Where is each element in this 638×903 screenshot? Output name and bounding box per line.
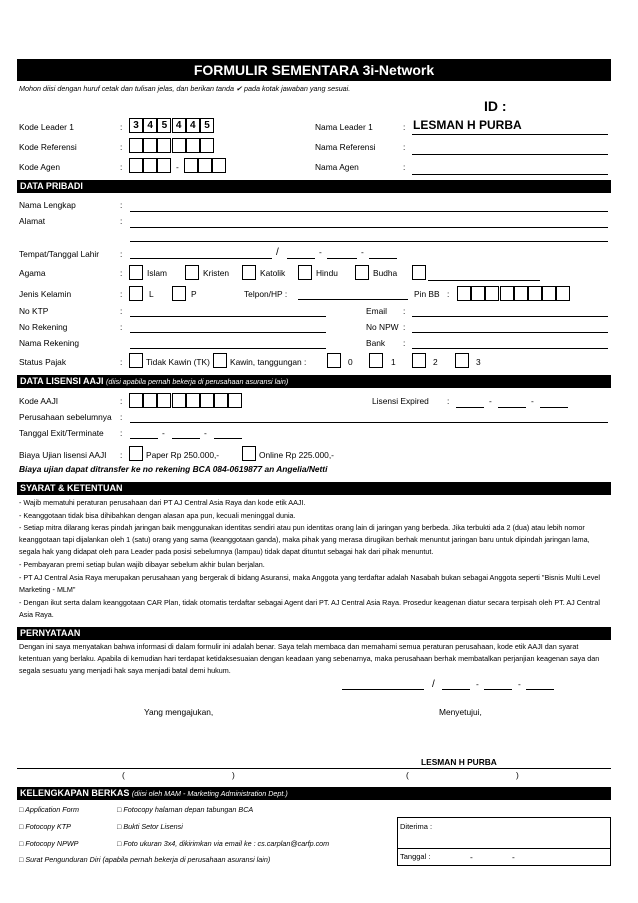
section-data-lisensi-title: DATA LISENSI AAJI: [20, 376, 104, 386]
kode-leader-digit-6[interactable]: 5: [200, 118, 214, 133]
bank-line[interactable]: [412, 348, 608, 349]
no-rekening-line[interactable]: [130, 332, 326, 333]
colon: :: [447, 396, 450, 406]
nama-referensi-label: Nama Referensi: [315, 142, 376, 152]
kode-leader-digit-1[interactable]: 3: [129, 118, 143, 133]
tanggungan-1-label: 1: [391, 357, 396, 367]
syarat-item-2: - Keanggotaan tidak bisa dihibahkan dengan alasan apa pun, kecuali meninggal dunia.: [19, 511, 296, 520]
kode-referensi-box-4[interactable]: [172, 138, 186, 153]
sign-month-line[interactable]: [484, 689, 512, 690]
nama-leader-label: Nama Leader 1: [315, 122, 373, 132]
jk-l-label: L: [149, 289, 154, 299]
agama-hindu-checkbox[interactable]: [298, 265, 312, 280]
pernyataan-text: Dengan ini saya menyatakan bahwa informasi di dalam formulir ini adalah benar. Saya telah membaca dan memahami semua peraturan perusahaan, kode etik AAJI dan syarat ketentuan yang berlaku. Apabila di kemudian hari terdapat ketidaksesuaian dengan keadaan yang sebenarnya, maka perusahaan berhak membatalkan perjanjian keagenan saya dan segala sesuatu yang menjadi hak saya menjadi batal demi hukum.: [19, 642, 600, 675]
lisensi-exp-dash: -: [489, 396, 492, 406]
status-pajak-label: Status Pajak: [19, 357, 67, 367]
tanggungan-1-checkbox[interactable]: [369, 353, 383, 368]
kode-aaji-box-3[interactable]: [157, 393, 171, 408]
pin-bb-box-8[interactable]: [556, 286, 570, 301]
kode-leader-digit-4[interactable]: 4: [172, 118, 186, 133]
pin-bb-box-1[interactable]: [457, 286, 471, 301]
alamat-line-1[interactable]: [130, 227, 608, 228]
sign-dash: -: [518, 679, 521, 689]
tanggungan-2-checkbox[interactable]: [412, 353, 426, 368]
kode-leader-digit-5[interactable]: 4: [186, 118, 200, 133]
colon: :: [120, 216, 123, 226]
telpon-line[interactable]: [298, 299, 408, 300]
agama-kristen-label: Kristen: [203, 268, 230, 278]
colon: :: [120, 306, 123, 316]
berkas-application-form[interactable]: □ Application Form: [19, 805, 79, 814]
nama-leader-value[interactable]: LESMAN H PURBA: [413, 118, 522, 132]
colon: :: [120, 428, 123, 438]
sign-year-line[interactable]: [526, 689, 554, 690]
kode-agen-box-4[interactable]: [184, 158, 198, 173]
tanggal-label: Tanggal :: [400, 852, 431, 861]
bln-lahir-line[interactable]: [327, 258, 357, 259]
kode-referensi-label: Kode Referensi: [19, 142, 77, 152]
jk-p-checkbox[interactable]: [172, 286, 186, 301]
tgl-lahir-line[interactable]: [287, 258, 315, 259]
kode-aaji-box-1[interactable]: [129, 393, 143, 408]
nama-agen-line[interactable]: [412, 174, 608, 175]
section-syarat: SYARAT & KETENTUAN: [17, 482, 611, 495]
lisensi-expired-label: Lisensi Expired: [372, 396, 429, 406]
agama-katolik-checkbox[interactable]: [242, 265, 256, 280]
transfer-note: Biaya ujian dapat ditransfer ke no rekening BCA 084-0619877 an Angelia/Netti: [19, 464, 328, 474]
nama-lengkap-label: Nama Lengkap: [19, 200, 76, 210]
kode-leader-digit-2[interactable]: 4: [143, 118, 157, 133]
berkas-surat-pengunduran[interactable]: □ Surat Pengunduran Diri (apabila pernah bekerja di perusahaan asuransi lain): [19, 855, 271, 864]
kode-aaji-box-7[interactable]: [214, 393, 228, 408]
colon: :: [403, 162, 406, 172]
kode-aaji-box-4[interactable]: [172, 393, 186, 408]
tanggal-dash: -: [470, 852, 473, 862]
agama-budha-label: Budha: [373, 268, 398, 278]
alamat-label: Alamat: [19, 216, 46, 226]
tanggal-dash: -: [512, 852, 515, 862]
exit-dash: -: [204, 428, 207, 438]
colon: :: [120, 162, 123, 172]
paper-checkbox[interactable]: [129, 446, 143, 461]
colon: :: [120, 268, 123, 278]
agama-katolik-label: Katolik: [260, 268, 286, 278]
sign-dash: -: [476, 679, 479, 689]
tanggungan-3-label: 3: [476, 357, 481, 367]
colon: :: [120, 200, 123, 210]
colon: :: [403, 322, 406, 332]
nama-rekening-label: Nama Rekening: [19, 338, 80, 348]
tempat-lahir-line[interactable]: [130, 258, 272, 259]
kode-referensi-box-5[interactable]: [186, 138, 200, 153]
nama-lengkap-line[interactable]: [130, 211, 608, 212]
exit-month-line[interactable]: [172, 438, 200, 439]
exit-dash: -: [162, 428, 165, 438]
colon: :: [120, 122, 123, 132]
berkas-fotocopy-tabungan[interactable]: □ Fotocopy halaman depan tabungan BCA: [117, 805, 254, 814]
no-ktp-label: No KTP: [19, 306, 49, 316]
pin-bb-box-3[interactable]: [485, 286, 499, 301]
exit-day-line[interactable]: [130, 438, 158, 439]
colon: :: [120, 396, 123, 406]
kode-aaji-box-5[interactable]: [186, 393, 200, 408]
agama-islam-label: Islam: [147, 268, 168, 278]
yang-mengajukan: Yang mengajukan,: [144, 707, 214, 717]
agama-other-checkbox[interactable]: [412, 265, 426, 280]
nama-agen-label: Nama Agen: [315, 162, 359, 172]
no-ktp-line[interactable]: [130, 316, 326, 317]
kode-aaji-box-2[interactable]: [143, 393, 157, 408]
ttl-slash: /: [276, 247, 279, 258]
id-label: ID :: [484, 98, 507, 114]
section-kelengkapan-note: (diisi oleh MAM - Marketing Administration Dept.): [131, 789, 288, 798]
jk-l-checkbox[interactable]: [129, 286, 143, 301]
kode-agen-dash: -: [176, 162, 179, 172]
colon: :: [120, 357, 123, 367]
kode-referensi-box-6[interactable]: [200, 138, 214, 153]
kode-leader-label: Kode Leader 1: [19, 122, 74, 132]
nama-leader-line: [412, 134, 608, 135]
colon: :: [403, 306, 406, 316]
syarat-item-3: - Setiap mitra dilarang keras pindah jaringan baik menggunakan identitas sendiri atau pun identitas orang lain di jaringan yang berbeda. Jika terbukti ada 2 (dua) atau lebih nomor keanggotaan tapi dijalankan oleh 1 (satu) orang yang sama (keanggotaan ganda), maka pihak yang merasa dirugikan berhak menuntut jaringan baru untuk dipindah jaringan lama, segala hak yang didapat oleh para Leader pada posisi sebelumnya (lampau) tidak dapat dituntut sebagai hak dari pihak menuntut.: [19, 523, 590, 556]
pin-bb-box-7[interactable]: [542, 286, 556, 301]
agama-hindu-label: Hindu: [316, 268, 338, 278]
menyetujui: Menyetujui,: [439, 707, 482, 717]
place-line[interactable]: [342, 689, 424, 690]
telpon-label: Telpon/HP :: [244, 289, 288, 299]
section-data-lisensi: [17, 375, 611, 388]
diterima-label: Diterima :: [400, 822, 433, 831]
online-checkbox[interactable]: [242, 446, 256, 461]
kode-agen-box-2[interactable]: [143, 158, 157, 173]
email-line[interactable]: [412, 316, 608, 317]
kode-agen-box-5[interactable]: [198, 158, 212, 173]
nama-referensi-line[interactable]: [412, 154, 608, 155]
ttl-dash: -: [319, 247, 322, 257]
no-npw-label: No NPW: [366, 322, 399, 332]
perusahaan-label: Perusahaan sebelumnya: [19, 412, 112, 422]
agama-kristen-checkbox[interactable]: [185, 265, 199, 280]
email-label: Email: [366, 306, 387, 316]
berkas-bukti-setor[interactable]: □ Bukti Setor Lisensi: [117, 822, 183, 831]
kode-referensi-box-1[interactable]: [129, 138, 143, 153]
agama-islam-checkbox[interactable]: [129, 265, 143, 280]
no-rekening-label: No Rekening: [19, 322, 68, 332]
ttl-label: Tempat/Tanggal Lahir: [19, 249, 100, 259]
tidak-kawin-checkbox[interactable]: [129, 353, 143, 368]
tidak-kawin-label: Tidak Kawin (TK): [146, 357, 210, 367]
berkas-foto[interactable]: □ Foto ukuran 3x4, dikirimkan via email ke : cs.carplan@carfp.com: [117, 839, 330, 848]
syarat-item-5: - PT AJ Central Asia Raya merupakan perusahaan yang bergerak di bidang Asuransi, maka Anggota yang terdaftar adalah Nasabah bukan sebagai Anggota seperti "Bisnis Multi Level Marketing - MLM": [19, 573, 600, 594]
pin-bb-box-5[interactable]: [514, 286, 528, 301]
signature-line: [17, 768, 611, 769]
syarat-item-1: - Wajib mematuhi peraturan perusahaan dari PT AJ Central Asia Raya dan kode etik AAJI.: [19, 498, 306, 507]
pin-bb-box-6[interactable]: [528, 286, 542, 301]
tanggungan-0-checkbox[interactable]: [327, 353, 341, 368]
form-title: FORMULIR SEMENTARA 3i-Network: [17, 59, 611, 81]
section-kelengkapan: [17, 787, 611, 800]
lisensi-exp-dash: -: [531, 396, 534, 406]
colon: :: [403, 122, 406, 132]
agama-other-line[interactable]: [428, 280, 540, 281]
agama-budha-checkbox[interactable]: [355, 265, 369, 280]
agama-label: Agama: [19, 268, 46, 278]
kode-aaji-box-6[interactable]: [200, 393, 214, 408]
no-npw-line[interactable]: [412, 332, 608, 333]
kawin-checkbox[interactable]: [213, 353, 227, 368]
colon: :: [120, 249, 123, 259]
berkas-fotocopy-ktp[interactable]: □ Fotocopy KTP: [19, 822, 71, 831]
pin-bb-box-2[interactable]: [471, 286, 485, 301]
online-label: Online Rp 225.000,-: [259, 450, 334, 460]
tanggungan-3-checkbox[interactable]: [455, 353, 469, 368]
thn-lahir-line[interactable]: [369, 258, 397, 259]
tanggal-exit-label: Tanggal Exit/Terminate: [19, 428, 104, 438]
exit-year-line[interactable]: [214, 438, 242, 439]
ttl-dash: -: [361, 247, 364, 257]
sign-day-line[interactable]: [442, 689, 470, 690]
lisensi-exp-year-line[interactable]: [540, 407, 568, 408]
menyetujui-nama: LESMAN H PURBA: [421, 757, 497, 767]
tanggungan-0-label: 0: [348, 357, 353, 367]
paper-label: Paper Rp 250.000,-: [146, 450, 220, 460]
kode-agen-box-3[interactable]: [157, 158, 171, 173]
nama-rekening-line[interactable]: [130, 348, 326, 349]
approver-close-paren: ): [516, 770, 519, 780]
applicant-close-paren: ): [232, 770, 235, 780]
biaya-ujian-label: Biaya Ujian lisensi AAJI: [19, 450, 107, 460]
pin-bb-label: Pin BB: [414, 289, 440, 299]
tanggungan-2-label: 2: [433, 357, 438, 367]
berkas-fotocopy-npwp[interactable]: □ Fotocopy NPWP: [19, 839, 79, 848]
section-pernyataan: PERNYATAAN: [17, 627, 611, 640]
kode-referensi-box-2[interactable]: [143, 138, 157, 153]
lisensi-exp-month-line[interactable]: [498, 407, 526, 408]
kode-agen-label: Kode Agen: [19, 162, 60, 172]
colon: :: [403, 338, 406, 348]
form-instruction: Mohon diisi dengan huruf cetak dan tulisan jelas, dan berikan tanda ✔ pada kotak jawaban yang sesuai.: [19, 84, 351, 93]
section-data-lisensi-note: (diisi apabila pernah bekerja di perusahaan asuransi lain): [106, 377, 289, 386]
kawin-label: Kawin, tanggungan :: [230, 357, 307, 367]
perusahaan-line[interactable]: [130, 422, 608, 423]
kode-agen-box-1[interactable]: [129, 158, 143, 173]
colon: :: [403, 142, 406, 152]
kode-referensi-box-3[interactable]: [157, 138, 171, 153]
colon: :: [120, 412, 123, 422]
syarat-item-4: - Pembayaran premi setiap bulan wajib dibayar sebelum akhir bulan berjalan.: [19, 560, 265, 569]
section-kelengkapan-title: KELENGKAPAN BERKAS: [20, 788, 130, 798]
alamat-line-2[interactable]: [130, 241, 608, 242]
kode-aaji-box-8[interactable]: [228, 393, 242, 408]
colon: :: [120, 322, 123, 332]
colon: :: [120, 289, 123, 299]
colon: :: [120, 450, 123, 460]
section-data-pribadi: DATA PRIBADI: [17, 180, 611, 193]
approver-open-paren: (: [406, 770, 409, 780]
kode-leader-digit-3[interactable]: 5: [157, 118, 171, 133]
jk-p-label: P: [191, 289, 197, 299]
jenis-kelamin-label: Jenis Kelamin: [19, 289, 72, 299]
syarat-item-6: - Dengan ikut serta dalam keanggotaan CAR Plan, tidak otomatis terdaftar sebagai Agent dari PT. AJ Central Asia Raya. Prosedur keagenan diatur secara terpisah oleh PT. AJ Central Asia Raya.: [19, 598, 600, 619]
pin-bb-box-4[interactable]: [500, 286, 514, 301]
colon: :: [447, 289, 450, 299]
colon: :: [120, 142, 123, 152]
bank-label: Bank: [366, 338, 386, 348]
lisensi-exp-day-line[interactable]: [456, 407, 484, 408]
kode-agen-box-6[interactable]: [212, 158, 226, 173]
applicant-open-paren: (: [122, 770, 125, 780]
kode-aaji-label: Kode AAJI: [19, 396, 59, 406]
date-slash: /: [432, 679, 435, 690]
